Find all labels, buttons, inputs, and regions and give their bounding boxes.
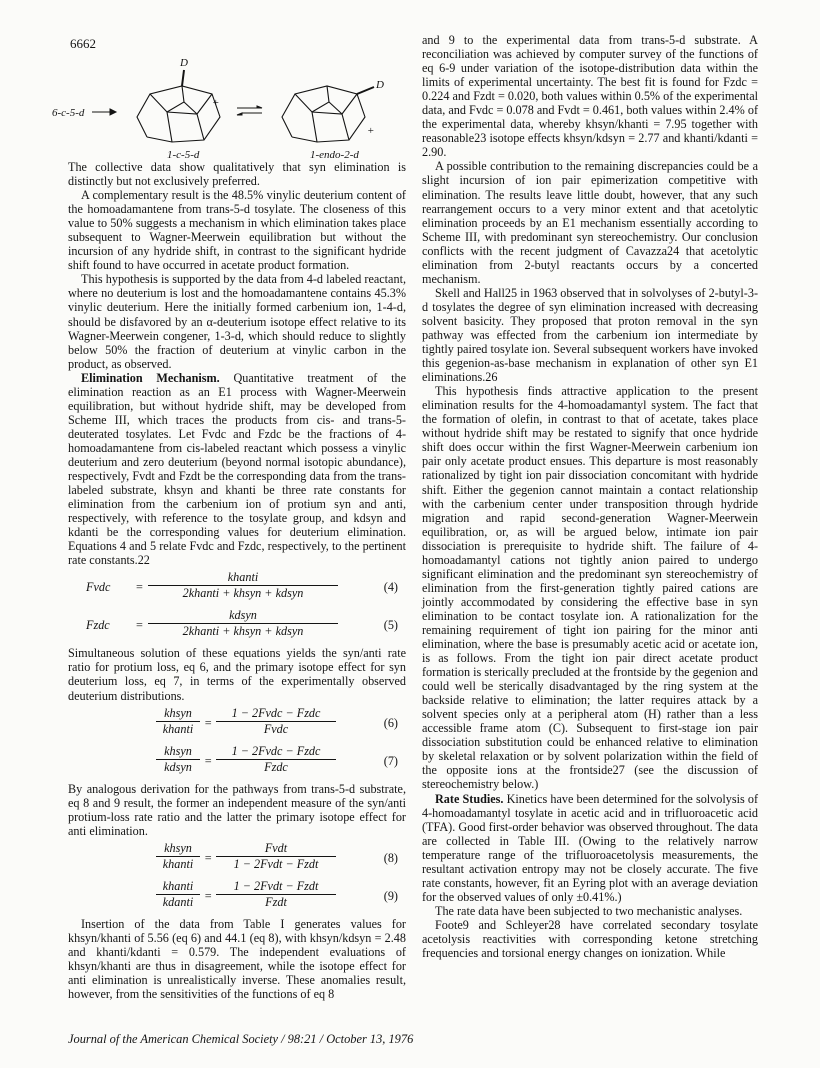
eq9-lhs xyxy=(156,879,200,910)
equation-4: Fvdc = khanti 2khanti + khsyn + kdsyn (4) xyxy=(86,570,398,601)
paragraph: A complementary result is the 48.5% vinylic deuterium content of the homoadamantene from trans-5-d tosylate. The closeness of this value to 50% suggests a mechanism in which elimination takes place subsequent to Wagner-Meerwein equilibration but without the incursion of any hydride shift, in contrast to the significant hydride shift found to have occurred in acetate product formation. xyxy=(68,188,406,273)
paragraph: Simultaneous solution of these equations yields the syn/anti rate ratio for protium loss, eq 6, and the primary isotope effect for syn deuterium loss, eq 7, in terms of the experimentally observed deuterium distributions. xyxy=(68,646,406,703)
eq4-denominator: 2khanti + khsyn + kdsyn xyxy=(182,586,304,601)
eq8-lhs xyxy=(156,841,200,872)
eq9-rhs xyxy=(216,879,336,910)
cation-structure-left xyxy=(137,70,220,142)
eq6-number: (6) xyxy=(383,715,398,730)
section-heading: Rate Studies. xyxy=(435,791,504,806)
paragraph-rate-studies xyxy=(422,792,758,904)
eq9-number: (9) xyxy=(383,888,398,903)
scheme-homoadamantyl-cations xyxy=(42,42,402,160)
eq9-lhs-denominator: kdanti xyxy=(162,894,194,909)
paragraph: This hypothesis finds attractive application to the present elimination results for the 4-homoadamantyl system. The fact that the formation of olefin, in contrast to that of acetate, takes place without hydride shift may be restated to signify that once hydride shift does occur within the first Wagner-Meerwein carbenium ion pair only acetate product ensues. This departure is most reasonably rationalized by tight ion pair dissociation concomitant with hydride shift. Either the gegenion cannot maintain a contact relationship with the carbenium center under transposition through hydride migration and rapid second-generation Wagner-Meerwein equilibration, or, as will be argued below, intimate ion pair dissociation is prerequisite to hydride shift. The failure of 4-homoadamantyl cations not tightly anion paired to undergo significant elimination and the predominant syn stereochemistry of elimination from the first-generation tightly paired cations are jointly accommodated by considering the effective base in syn elimination to be contact tosylate ion. A rationalization for the remaining requirement of tight ion pairing for the minor anti elimination, where the base is presumably acetic acid or acetate ion, is as follows. From the tight ion pair direct acetate product formation is sterically precluded at the frontside by the gegenion and could well be sterically disadvantaged by the ring system at the backside relative to elimination; the latter requires attack by a solvent species only at a peripheral atom (H) rather than a less accessible frame atom (C). Subsequent to first-stage ion pair dissociation substitution could be enhanced relative to elimination by skeletal relaxation or by solvent polarization within the field of the opposite ions at the frontside27 (see the discussion of stereochemistry below.) xyxy=(422,384,758,792)
paragraph: This hypothesis is supported by the data from 4-d labeled reactant, where no deuterium is lost and the homoadamantene contains 45.3% vinylic deuterium. Here the initially formed carbenium ion, 1-4-d, should be disfavored by an α-deuterium isotope effect relative to its Wagner-Meerwein congener, 1-3-d, which should reduce to slightly below 50% the fraction of deuterium at vinylic carbon in the product, as observed. xyxy=(68,272,406,371)
equation-6: khsyn khanti = 1 − 2Fvdc − Fzdc Fvdc (6) xyxy=(68,706,406,741)
eq5-denominator: 2khanti + khsyn + kdsyn xyxy=(182,624,304,639)
eq9-rhs-numerator: 1 − 2Fvdt − Fzdt xyxy=(216,879,336,895)
paragraph-elimination-mechanism xyxy=(68,371,406,568)
paragraph: Skell and Hall25 in 1963 observed that in solvolyses of 2-butyl-3-d tosylates the degree of syn elimination increased with decreasing solvent basicity. They proposed that proton removal in the syn pathway was effected from the carbenium ion intermediate by tightly paired tosylate ion. Several subsequent workers have invoked this gegenion-as-base mechanism in explanation of other syn E1 eliminations.26 xyxy=(422,285,758,385)
section-heading: Elimination Mechanism. xyxy=(81,370,220,385)
eq7-lhs-numerator: khsyn xyxy=(156,744,200,760)
eq4-number: (4) xyxy=(383,580,398,595)
eq7-rhs xyxy=(216,744,336,775)
eq8-lhs-denominator: khanti xyxy=(162,856,194,871)
paragraph: A possible contribution to the remaining discrepancies could be a slight incursion of ion pair epimerization competitive with elimination. The results leave little doubt, however, that any such rearrangement occurs to a very minor extent and that acetolytic elimination proceeds by an E1 mechanism essentially according to Scheme III, with predominant syn stereochemistry. Our conclusion conflicts with the recent judgment of Cavazza24 that acetolytic elimination from 2-butyl reactants occurs by a concerted mechanism. xyxy=(422,159,758,286)
equation-9: khanti kdanti = 1 − 2Fvdt − Fzdt Fzdt (9) xyxy=(68,879,406,914)
eq5-number: (5) xyxy=(383,618,398,633)
scheme-reactant-label: 6-c-5-d xyxy=(52,107,85,119)
eq5-lhs: Fzdc xyxy=(86,618,110,633)
paragraph: and 9 to the experimental data from trans-5-d substrate. A reconciliation was achieved by computer survey of the functions of eq 6-9 under variation of the isotope-distribution data within the limits of experimental uncertainty. The best fit is found for Fzdc = 0.224 and Fzdt = 0.020, both values within 0.5% of the experimental data, and Fvdc = 0.078 and Fvdt = 0.461, both values within 2.4% of the experimental data, whereby khsyn/khanti = 7.95 together with reasonable23 isotope effects khsyn/kdsyn = 2.77 and khanti/kdanti = 2.90. xyxy=(422,33,759,160)
right-column xyxy=(422,33,758,960)
eq6-rhs-numerator: 1 − 2Fvdc − Fzdc xyxy=(216,706,336,722)
eq4-fraction xyxy=(148,570,338,601)
eq8-rhs-numerator: Fvdt xyxy=(216,841,336,857)
eq6-lhs-denominator: khanti xyxy=(162,721,194,736)
paragraph: Foote9 and Schleyer28 have correlated secondary tosylate acetolysis reactivities with corresponding ketone stretching frequencies and torsional energy changes on ionization. While xyxy=(422,917,758,961)
eq8-number: (8) xyxy=(383,850,398,865)
eq6-rhs xyxy=(216,706,336,737)
eq7-lhs xyxy=(156,744,200,775)
equation-5: Fzdc = kdsyn 2khanti + khsyn + kdsyn (5) xyxy=(86,608,398,639)
scheme-plus-left: + xyxy=(212,97,220,109)
equation-7: khsyn kdsyn = 1 − 2Fvdc − Fzdc Fzdc (7) xyxy=(68,744,406,779)
eq7-rhs-numerator: 1 − 2Fvdc − Fzdc xyxy=(216,744,336,760)
eq7-number: (7) xyxy=(383,753,398,768)
eq6-lhs xyxy=(156,706,200,737)
scheme-d-label-right: D xyxy=(376,79,384,91)
scheme-right-label: 1-endo-2-d xyxy=(310,149,359,160)
journal-footer: Journal of the American Chemical Society / 98:21 / October 13, 1976 xyxy=(68,1032,414,1046)
page-number: 6662 xyxy=(70,36,96,51)
paragraph: The rate data have been subjected to two mechanistic analyses. xyxy=(435,903,743,918)
scheme-plus-right: + xyxy=(367,125,375,137)
eq6-lhs-numerator: khsyn xyxy=(156,706,200,722)
eq9-lhs-numerator: khanti xyxy=(156,879,200,895)
eq5-numerator: kdsyn xyxy=(148,608,338,624)
eq9-rhs-denominator: Fzdt xyxy=(265,894,287,909)
paragraph-text: Quantitative treatment of the elimination reaction as an E1 process with Wagner-Meerwein equilibration, but without hydride shift, may be developed from Scheme III, which traces the products from cis- and trans-5-deuterated tosylates. Let Fvdc and Fzdc be the fractions of 4-homoadamantene from cis-labeled reactant which possess a vinylic deuterium and zero deuterium (beyond normal isotopic abundance), respectively, Fvdt and Fzdt be the corresponding data from the trans-labeled substrate, khsyn and khanti be three rate constants for elimination from the carbenium ion of protium syn and anti, respectively, with reference to the tosylate group, and kdsyn and kdanti be the corresponding values for deuterium elimination. Equations 4 and 5 relate Fvdc and Fzdc, respectively, to the pertinent rate constants.22 xyxy=(68,370,406,568)
reaction-arrow-icon xyxy=(92,109,116,115)
equation-8: khsyn khanti = Fvdt 1 − 2Fvdt − Fzdt (8) xyxy=(68,841,406,876)
eq4-lhs: Fvdc xyxy=(86,580,111,595)
equilibrium-arrows-icon xyxy=(237,106,262,115)
eq8-rhs xyxy=(216,841,336,872)
eq7-lhs-denominator: kdsyn xyxy=(164,759,192,774)
left-column xyxy=(68,160,406,1001)
eq6-rhs-denominator: Fvdc xyxy=(263,721,289,736)
paragraph: The collective data show qualitatively that syn elimination is distinctly but not exclusively preferred. xyxy=(68,160,406,189)
cation-structure-right xyxy=(282,86,374,142)
eq8-lhs-numerator: khsyn xyxy=(156,841,200,857)
eq8-rhs-denominator: 1 − 2Fvdt − Fzdt xyxy=(233,856,319,871)
eq4-numerator: khanti xyxy=(148,570,338,586)
paragraph: Insertion of the data from Table I generates values for khsyn/khanti of 5.56 (eq 6) and 44.1 (eq 8), with khsyn/kdsyn = 2.48 and khanti/kdanti = 0.579. The independent evaluations of khsyn/khanti are thus in disagreement, while the isotope effect for anti elimination is unrealistically inverse. These anomalies result, however, from the sensitivities of the functions of eq 8 xyxy=(68,916,406,1001)
paragraph: By analogous derivation for the pathways from trans-5-d substrate, eq 8 and 9 result, the former an independent measure of the syn/anti protium-loss rate ratio and the latter the primary isotope effect for anti elimination. xyxy=(68,781,406,838)
scheme-d-label-left: D xyxy=(180,57,188,69)
paragraph-text: Kinetics have been determined for the solvolysis of 4-homoadamantyl tosylate in acetic acid and in trifluoroacetic acid (TFA). Good first-order behavior was observed throughout. The data are collected in Table III. (Owing to the relatively narrow temperature range of the trifluoroacetolysis measurements, the resultant activation entropy may not be closely accurate. The five rate constants, however, fit an Eyring plot with an average deviation for the observed values of only ±0.41%.) xyxy=(422,791,759,904)
eq5-fraction xyxy=(148,608,338,639)
scheme-left-label: 1-c-5-d xyxy=(167,149,200,160)
eq7-rhs-denominator: Fzdc xyxy=(264,759,288,774)
